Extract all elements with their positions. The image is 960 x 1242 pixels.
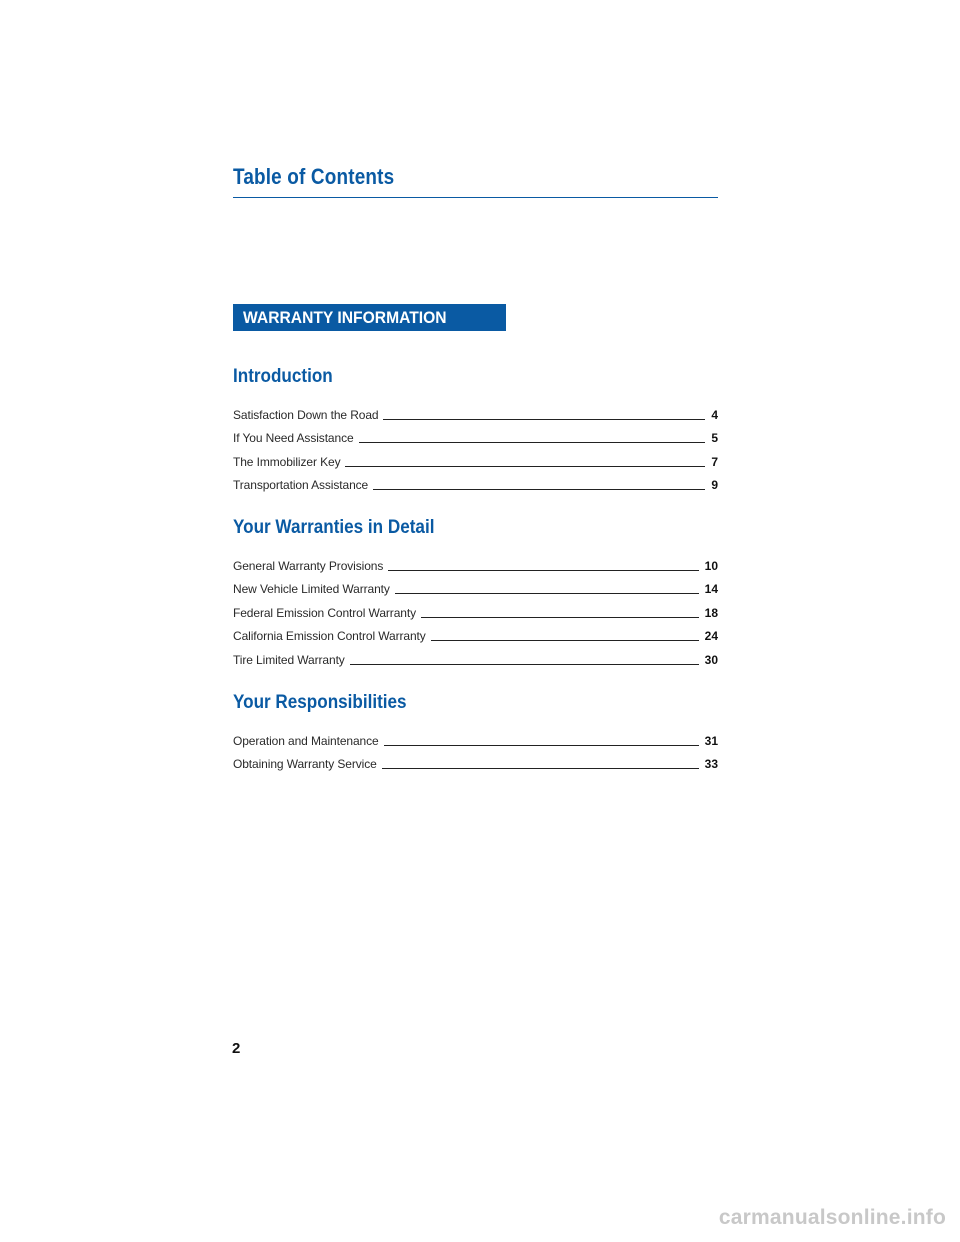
- toc-entry[interactable]: [233, 748, 718, 772]
- toc-entry-label: Federal Emission Control Warranty: [233, 605, 416, 620]
- toc-entry[interactable]: [233, 573, 718, 597]
- toc-entry-page: 4: [711, 407, 718, 422]
- toc-entry[interactable]: [233, 398, 718, 422]
- warranty-information-banner: [233, 304, 506, 331]
- leader-line: [384, 745, 699, 746]
- section-heading: Your Responsibilities: [233, 692, 407, 713]
- toc-entry[interactable]: [233, 549, 718, 573]
- toc-entry-page: 7: [711, 454, 718, 469]
- toc-entry-label: General Warranty Provisions: [233, 558, 384, 573]
- leader-line: [431, 640, 699, 641]
- toc-entry-page: 10: [704, 558, 718, 573]
- toc-entry-page: 5: [711, 431, 718, 446]
- toc-entry-label: Tire Limited Warranty: [233, 652, 345, 667]
- section-heading: Your Warranties in Detail: [233, 517, 435, 538]
- page-title: Table of Contents: [233, 164, 395, 189]
- toc-entry-label: If You Need Assistance: [233, 431, 354, 446]
- toc-entry[interactable]: [233, 620, 718, 644]
- leader-line: [350, 664, 699, 665]
- toc-entry-page: 9: [711, 478, 718, 493]
- toc-entry[interactable]: [233, 445, 718, 469]
- toc-entry-label: The Immobilizer Key: [233, 454, 341, 469]
- leader-line: [359, 442, 706, 443]
- title-divider: [233, 197, 718, 198]
- toc-entry-label: Transportation Assistance: [233, 478, 369, 493]
- leader-line: [345, 466, 705, 467]
- toc-entry-label: California Emission Control Warranty: [233, 629, 426, 644]
- leader-line: [395, 593, 699, 594]
- toc-entry-page: 33: [704, 757, 718, 772]
- toc-list: [233, 724, 718, 771]
- leader-line: [383, 419, 705, 420]
- toc-entry-label: Operation and Maintenance: [233, 733, 379, 748]
- toc-entry[interactable]: [233, 469, 718, 493]
- page-number: 2: [232, 1040, 241, 1057]
- leader-line: [421, 617, 699, 618]
- watermark: carmanualsonline.info: [718, 1206, 946, 1229]
- section-heading: Introduction: [233, 366, 333, 387]
- toc-entry-page: 24: [704, 629, 718, 644]
- leader-line: [382, 768, 699, 769]
- toc-list: [233, 549, 718, 667]
- leader-line: [388, 570, 698, 571]
- banner-text: WARRANTY INFORMATION: [243, 308, 447, 327]
- toc-entry-label: Satisfaction Down the Road: [233, 407, 379, 422]
- toc-section-warranties-in-detail: [233, 517, 718, 667]
- toc-section-introduction: [233, 366, 718, 492]
- toc-section-responsibilities: [233, 692, 718, 771]
- leader-line: [373, 489, 705, 490]
- toc-entry[interactable]: [233, 643, 718, 667]
- toc-entry[interactable]: [233, 724, 718, 748]
- toc-entry-label: Obtaining Warranty Service: [233, 757, 377, 772]
- toc-entry[interactable]: [233, 422, 718, 446]
- toc-entry[interactable]: [233, 596, 718, 620]
- toc-entry-label: New Vehicle Limited Warranty: [233, 582, 390, 597]
- toc-list: [233, 398, 718, 492]
- toc-entry-page: 14: [704, 582, 718, 597]
- toc-entry-page: 18: [704, 605, 718, 620]
- toc-entry-page: 31: [704, 733, 718, 748]
- toc-entry-page: 30: [704, 652, 718, 667]
